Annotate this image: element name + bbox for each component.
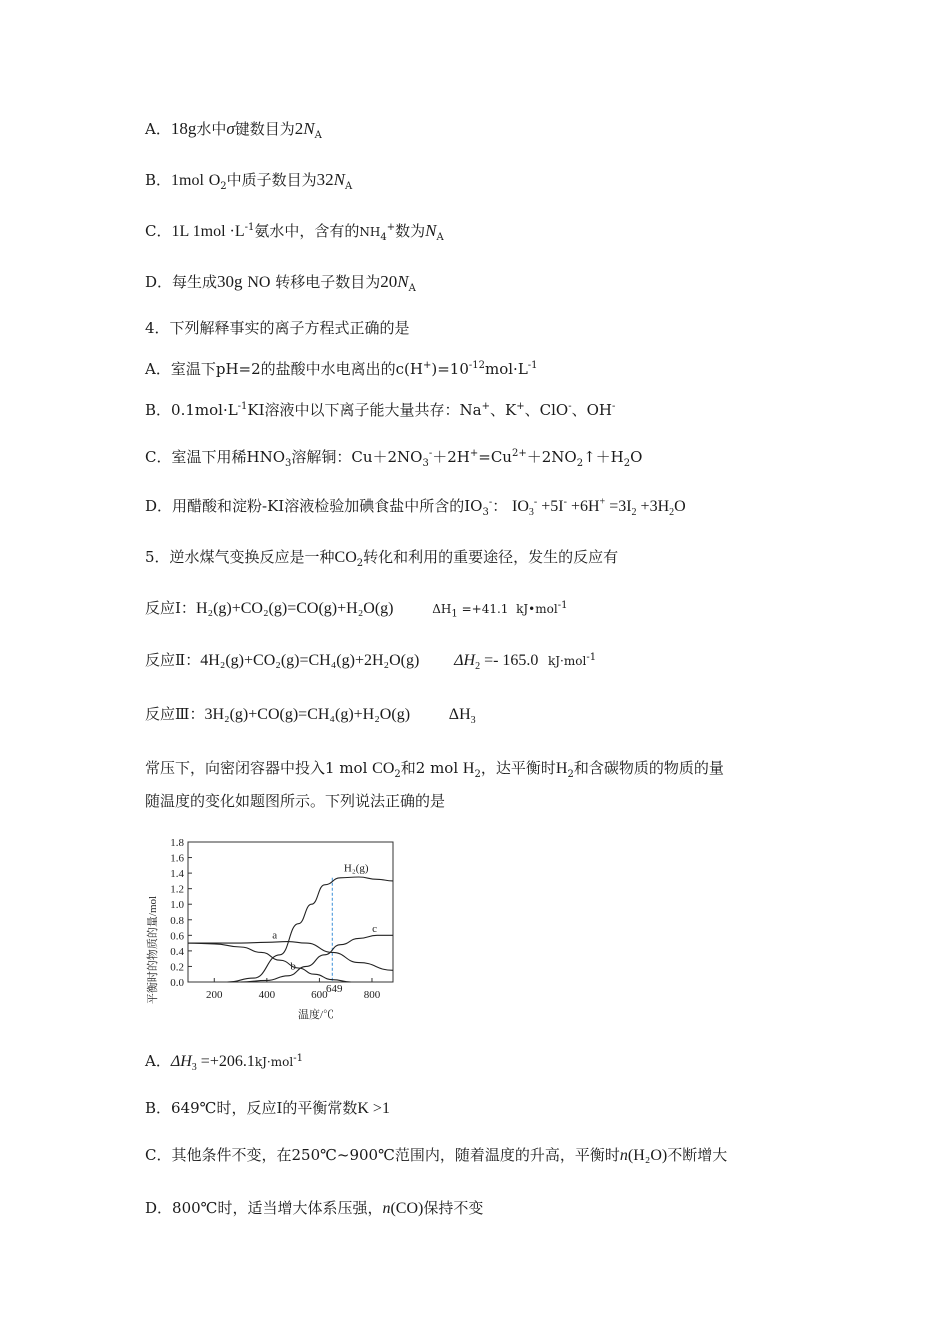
y-tick-label: 1.2 [170,883,184,896]
y-tick-label: 0.8 [170,914,184,927]
q4-option-b: B．$0.1mol\cdot L^{-1}KI$溶液中以下离子能大量共存：Na+、K+、ClO-、OH- [145,401,616,419]
q4-option-c: C．室温下用稀$HNO_3$溶解铜：$Cu+2NO_3^-+2H^+=Cu^{2+}+2NO_2↑+H_2O$ [145,448,643,469]
equilibrium-chart [140,830,410,1030]
q3-option-d: D．每生成30g NO 转移电子数目为$20N_A$ [145,272,416,294]
q5-reaction-1: 反应Ⅰ：H₂(g)+CO₂(g)=CO(g)+H₂O(g) $\Delta H_1 =+41.1$ kJ•mol$^{-1}$ [145,599,568,620]
q5-paragraph-2: 随温度的变化如题图所示。下列说法正确的是 [145,792,446,810]
q5-stem: 5．逆水煤气变换反应是一种$CO_2$转化和利用的重要途径，发生的反应有 [145,548,619,569]
x-tick-label: 600 [311,989,328,1001]
chart-marker-label: 649 [326,983,343,995]
q5-option-c: C．其他条件不变，在250℃~900℃范围内，随着温度的升高，平衡时n(H₂O)不断增大 [145,1146,728,1164]
q5-option-d: D．800℃时，适当增大体系压强，n(CO)保持不变 [145,1199,484,1217]
series-label-H2: H₂(g) [343,862,369,875]
chart-ylabel: 平衡时的物质的量/mol [147,895,159,1005]
chart-xlabel: 温度/℃ [297,1009,335,1021]
y-tick-label: 0.6 [170,930,184,943]
y-tick-label: 1.6 [170,852,184,865]
q3-option-b: B．1mol $O_2$中质子数目为$32N_A$ [145,170,353,192]
y-tick-label: 1.8 [170,837,184,849]
q4-option-d: D．用醋酸和淀粉-KI溶液检验加碘食盐中所含的$IO_3^-$： $IO_3^- +5I^- +6H^+ =3I_2 +3H_2O$ [145,496,686,519]
q4-d-equation: $IO_3^- +5I^- +6H^+ =3I_2 +3H_2O$ [512,496,686,519]
q5-option-b: B．649℃时，反应Ⅰ的平衡常数K >1 [145,1099,390,1117]
x-tick-label: 800 [363,989,381,1001]
q5-reaction-3: 反应Ⅲ：3H₂(g)+CO(g)=CH₄(g)+H₂O(g) $\Delta H_3$ [145,705,476,727]
x-tick-label: 200 [206,989,223,1001]
q5-option-a: A．$\Delta H_3 =+206.1kJ\cdot mol^{-1}$ [145,1052,303,1074]
q3-option-c: C．1L $1mol \cdot L^{-1}$氨水中，含有的$NH_4^+$数为$N_A$ [145,221,444,243]
y-tick-label: 0.2 [170,961,184,974]
y-tick-label: 0.0 [170,977,184,989]
y-tick-label: 1.4 [170,868,184,881]
q5-reaction-2: 反应Ⅱ：4H₂(g)+CO₂(g)=CH₄(g)+2H₂O(g) $\Delta H_2 =- 165.0$ kJ·mol$^{-1}$ [145,651,597,673]
q5-paragraph-1: 常压下，向密闭容器中投入1 mol $CO_2$和2 mol $H_2$，达平衡时$H_2$和含碳物质的物质的量 [145,759,724,780]
q3-option-a: A．18g水中σ键数目为$2N_A$ [145,119,322,141]
series-line-H2(g) [227,877,393,982]
y-tick-label: 0.4 [170,945,184,958]
x-tick-label: 400 [258,989,276,1001]
q4-option-a: A．室温下pH=2的盐酸中水电离出的$c(H^+)=10^{-12}mol\cdot L^{-1}$ [145,360,538,378]
series-label-b: b [290,960,296,973]
series-label-a: a [272,929,278,942]
series-label-c: c [372,923,378,936]
y-tick-label: 1.0 [170,899,184,912]
q4-stem: 4．下列解释事实的离子方程式正确的是 [145,319,410,337]
